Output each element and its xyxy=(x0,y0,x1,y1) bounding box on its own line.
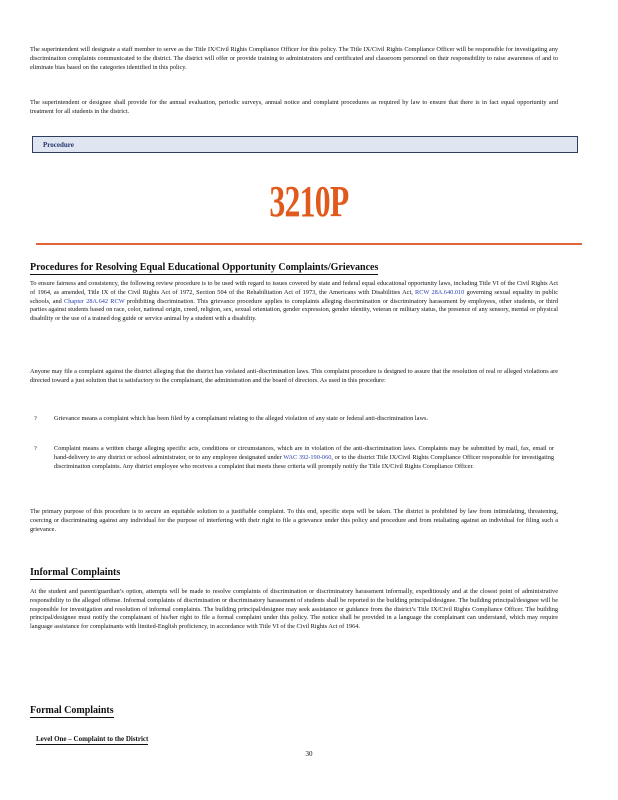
procedures-paragraph-3: The primary purpose of this procedure is to secure an equitable solution to a justifiable complaint. To this end, specific steps will be taken. The district is prohibited by law from intimidating, threatening, coercing or discriminating against any individual for the purpose of interfering with their right to file a grievance under this policy and procedure and from retaliating against an individual for filing such a grievance. xyxy=(30,508,560,533)
procedures-text: prohibiting discrimination. This grievance procedure applies to complaints alleging discrimination or discriminatory harassment by employees, other students, or third parties against students based on race, color, national origin, creed, religion, sex, sexual orientation, gender expression, gender identity, veteran or military status, the presence of any sensory, mental or physical disability or the use of a trained dog guide or service animal by a student with a disability. xyxy=(30,297,560,322)
informal-complaints-paragraph: At the student and parent/guardian’s option, attempts will be made to resolve complaints of discrimination or discriminatory harassment informally, expeditiously and at the closest point of administrative responsibility to the alleged offense. Informal complaints of discrimination or discriminatory harassment of students shall be reported to the building principal/designee. The building principal/designee will be responsible for investigation and resolution of informal complaints. The building principal/designee may seek assistance or guidance from the district’s Title IX/Civil Rights Compliance Officer. The building principal/designee must notify the complainant of his/her right to file a formal complaint under this policy. The notice shall be provided in a language the complainant can understand, which may require language assistance for complainants with limited-English proficiency, in accordance with Title VI of the Civil Rights Act of 1964. xyxy=(30,588,560,630)
procedure-header-bar xyxy=(32,136,578,153)
grievance-definition: Grievance means a complaint which has been filed by a complainant relating to the alleged violation of any state or federal anti-discrimination laws. xyxy=(54,415,429,422)
complaint-definition xyxy=(54,445,554,471)
policy-code-title: 3210P xyxy=(269,177,349,226)
procedure-label: Procedure xyxy=(43,141,74,149)
intro-paragraph-1: The superintendent will designate a staff member to serve as the Title IX/Civil Rights Compliance Officer for this policy. The Title IX/Civil Rights Compliance Officer will be responsible for investigating any discrimination complaints communicated to the district. The district will offer or provide training to administrators and certificated and classroom personnel on their responsibility to raise awareness of and to eliminate bias based on the categories identified in this policy. xyxy=(30,46,560,71)
procedures-text: governing sexual equality in public schools, and xyxy=(30,288,560,305)
wac-392-190-060-link[interactable]: WAC 392-190-060 xyxy=(283,453,332,461)
informal-complaints-heading: Informal Complaints xyxy=(30,567,121,578)
complaint-text: Complaint means a written charge alleging specific acts, conditions or circumstances, which are in violation of the anti-discrimination laws. Complaints may be submitted by mail, fax, email or hand-delivery to any district or school administrator, or to any employee designated under xyxy=(54,445,556,461)
intro-paragraph-2: The superintendent or designee shall provide for the annual evaluation, periodic surveys, annual notice and complaint procedures as required by law to ensure that there is in fact equal opportunity and treatment for all students in the district. xyxy=(30,99,560,115)
procedures-heading: Procedures for Resolving Equal Educational Opportunity Complaints/Grievances xyxy=(30,262,379,273)
level-one-heading: Level One – Complaint to the District xyxy=(36,735,149,743)
procedures-paragraph-1 xyxy=(30,280,558,324)
complaint-text: , or to the district Title IX/Civil Rights Compliance Officer responsible for investigating discrimination complaints. Any district employee who receives a complaint that meets these criteria will promptly notify the Title IX/Civil Rights Compliance Officer. xyxy=(54,453,556,470)
chapter-28a-642-rcw-link[interactable]: Chapter 28A.642 RCW xyxy=(64,297,125,305)
procedures-text: To ensure fairness and consistency, the following review procedure is to be used with regard to issues covered by state and federal equal educational opportunity laws, including Title VI of the Civil Rights Act of 1964, as amended, Title IX of the Civil Rights Act of 1972, Section 504 of the Rehabilitation Act of 1973, the Americans with Disabilities Act, xyxy=(30,280,560,296)
page-number: 30 xyxy=(305,750,313,758)
bullet-marker: ? xyxy=(34,415,37,422)
rcw-28a-640-010-link[interactable]: RCW 28A.640.010 xyxy=(415,288,465,296)
procedures-paragraph-2: Anyone may file a complaint against the district alleging that the district has violated anti-discrimination laws. This complaint procedure is designed to assure that the resolution of real or alleged violations are directed toward a just solution that is satisfactory to the complainant, the administration and the board of directors. As used in this procedure: xyxy=(30,368,560,384)
formal-complaints-heading: Formal Complaints xyxy=(30,705,114,716)
title-divider xyxy=(36,243,582,245)
bullet-marker: ? xyxy=(34,445,37,452)
